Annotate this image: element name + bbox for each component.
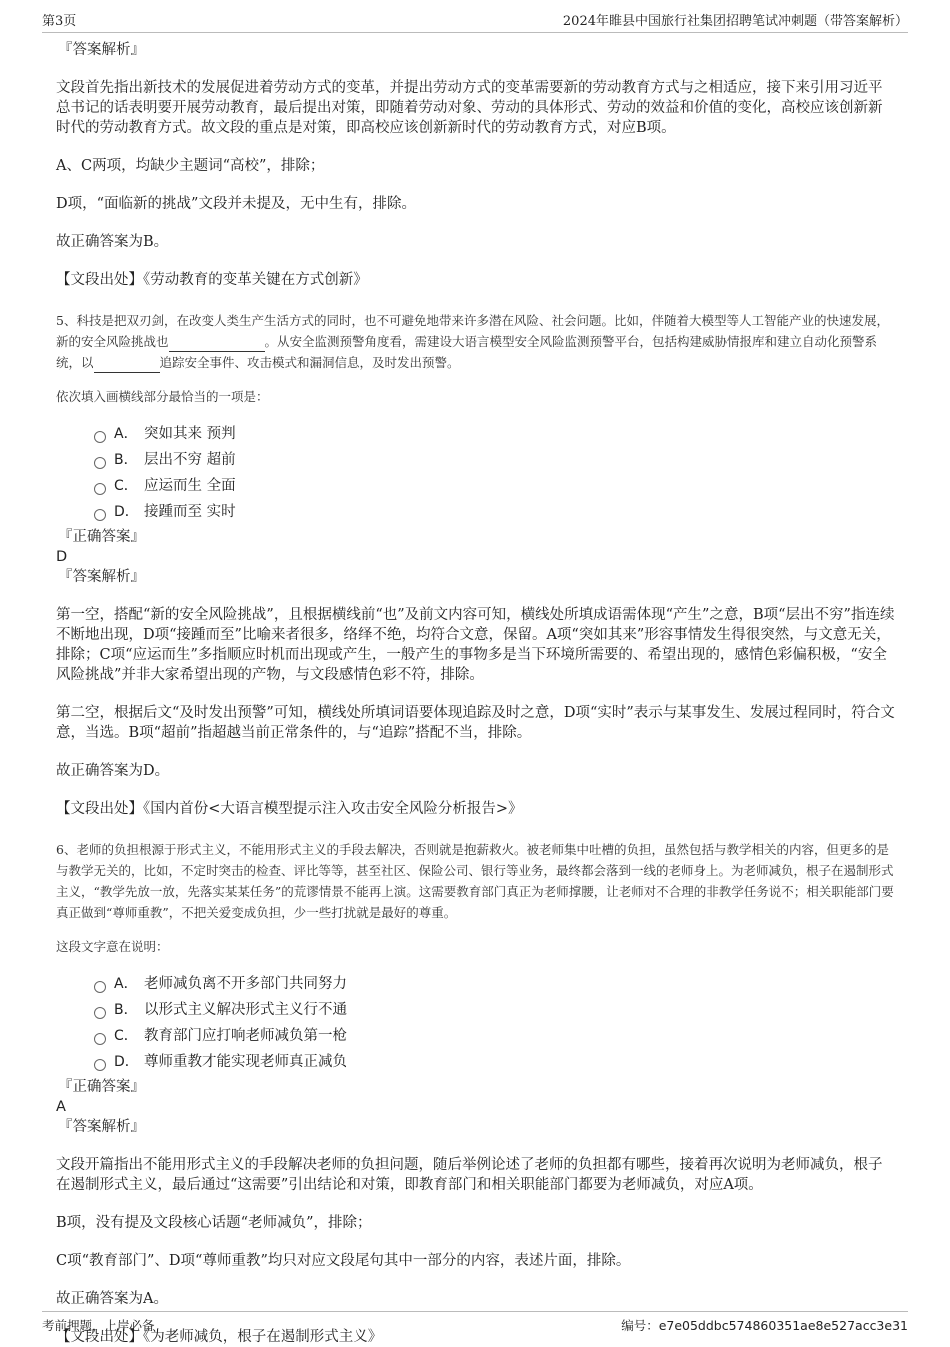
source-citation: 【文段出处】《为老师减负，根子在遏制形式主义》 [56, 1329, 383, 1345]
page-number: 第3页 [42, 14, 77, 29]
option-c[interactable]: C． 应运而生 全面 [94, 473, 896, 499]
analysis-paragraph: 文段开篇指出不能用形式主义的手段解决老师的负担问题，随后举例论述了老师的负担都有哪些，接着再次说明为老师减负，根子在遏制形式主义，最后通过“这需要”引出结论和对策，即教育部门和相关职能部门都要为老师减负，对应A项。 [56, 1157, 883, 1193]
radio-icon[interactable] [94, 1059, 106, 1071]
option-a[interactable]: A． 老师减负离不开多部门共同努力 [94, 971, 896, 997]
radio-icon[interactable] [94, 1033, 106, 1045]
page-footer [42, 1311, 908, 1334]
analysis-paragraph: 第一空，搭配“新的安全风险挑战”，且根据横线前“也”及前文内容可知，横线处所填成语需体现“产生”之意，B项“层出不穷”指连续不断地出现，D项“接踵而至”比喻来者很多，络绎不绝，均符合文意，保留。A项“突如其来”形容事情发生得很突然，与文意无关，排除；C项“应运而生”多指顺应时机而出现或产生，一般产生的事物多是当下环境所需要的、希望出现的，感情色彩偏积极，“安全风险挑战”并非大家希望出现的产物，与文段感情色彩不符，排除。 [56, 607, 895, 683]
analysis-paragraph: D项，“面临新的挑战”文段并未提及，无中生有，排除。 [56, 196, 416, 212]
option-d[interactable]: D． 接踵而至 实时 [94, 499, 896, 525]
source-citation: 【文段出处】《国内首份<大语言模型提示注入攻击安全风险分析报告>》 [56, 801, 523, 817]
radio-icon[interactable] [94, 1007, 106, 1019]
fill-blank-2 [94, 358, 160, 373]
source-citation: 【文段出处】《劳动教育的变革关键在方式创新》 [56, 272, 368, 288]
analysis-label: 『答案解析』 [58, 569, 145, 585]
option-b[interactable]: B． 以形式主义解决形式主义行不通 [94, 997, 896, 1023]
radio-icon[interactable] [94, 483, 106, 495]
document-title: 2024年睢县中国旅行社集团招聘笔试冲刺题（带答案解析） [562, 14, 908, 29]
correct-answer-label: 『正确答案』 [58, 1079, 145, 1095]
options-list [94, 421, 896, 525]
correct-answer: D [56, 549, 68, 565]
option-b[interactable]: B． 层出不穷 超前 [94, 447, 896, 473]
analysis-paragraph: A、C两项，均缺少主题词“高校”，排除； [56, 158, 325, 174]
answer-conclusion: 故正确答案为B。 [56, 234, 169, 250]
radio-icon[interactable] [94, 431, 106, 443]
fill-blank-1 [169, 337, 265, 352]
page-header [42, 10, 908, 33]
answer-conclusion: 故正确答案为D。 [56, 763, 170, 779]
radio-icon[interactable] [94, 457, 106, 469]
correct-answer: A [56, 1099, 66, 1115]
analysis-paragraph: 文段首先指出新技术的发展促进着劳动方式的变革，并提出劳动方式的变革需要新的劳动教育方式与之相适应，接下来引用习近平总书记的话表明要开展劳动教育，最后提出对策，即随着劳动对象、劳动的具体形式、劳动的效益和价值的变化，高校应该创新新时代的劳动教育方式。故文段的重点是对策，即高校应该创新新时代的劳动教育方式，对应B项。 [56, 80, 883, 136]
option-c[interactable]: C． 教育部门应打响老师减负第一枪 [94, 1023, 896, 1049]
question-prompt: 依次填入画横线部分最恰当的一项是： [56, 389, 269, 404]
radio-icon[interactable] [94, 509, 106, 521]
analysis-paragraph: 第二空，根据后文“及时发出预警”可知，横线处所填词语要体现追踪及时之意，D项“实时”表示与某事发生、发展过程同时，符合文意，当选。B项“超前”指超越当前正常条件的，与“追踪”搭配不当，排除。 [56, 705, 895, 741]
analysis-paragraph: B项，没有提及文段核心话题“老师减负”，排除； [56, 1215, 372, 1231]
analysis-label: 『答案解析』 [58, 42, 145, 58]
question-6-text: 6、老师的负担根源于形式主义，不能用形式主义的手段去解决，否则就是抱薪救火。被老师集中吐槽的负担，虽然包括与教学相关的内容，但更多的是与教学无关的，比如，不定时突击的检查、评比等等，甚至社区、保险公司、银行等业务，最终都会落到一线的老师身上。为老师减负，根子在遏制形式主义，“教学先放一放，先落实某某任务”的荒谬情景不能再上演。这需要教育部门真正为老师撑腰，让老师对不合理的非教学任务说不；相关职能部门要真正做到“尊师重教”，不把关爱变成负担，少一些打扰就是最好的尊重。 [56, 842, 894, 920]
correct-answer-label: 『正确答案』 [58, 529, 145, 545]
analysis-label: 『答案解析』 [58, 1119, 145, 1135]
document-id: 编号：e7e05ddbc574860351ae8e527acc3e31 [621, 1318, 908, 1333]
page-content [56, 40, 896, 1347]
analysis-paragraph: C项“教育部门”、D项“尊师重教”均只对应文段尾句其中一部分的内容，表述片面，排除。 [56, 1253, 631, 1269]
footer-slogan: 考前押题，上岸必备 [42, 1318, 155, 1333]
answer-conclusion: 故正确答案为A。 [56, 1291, 168, 1307]
question-prompt: 这段文字意在说明： [56, 939, 169, 954]
option-d[interactable]: D． 尊师重教才能实现老师真正减负 [94, 1049, 896, 1075]
question-5-text: 5、科技是把双刃剑，在改变人类生产生活方式的同时，也不可避免地带来许多潜在风险、社会问题。比如，伴随着大模型等人工智能产业的快速发展，新的安全风险挑战也 。从安全监测预警角度看，需建设大语言模型安全风险监测预警平台，包括构建威胁情报库和建立自动化预警系统，以 追踪安全事件、攻击模式和漏洞信息，及时发出预警。 [56, 310, 896, 373]
options-list [94, 971, 896, 1075]
option-a[interactable]: A． 突如其来 预判 [94, 421, 896, 447]
radio-icon[interactable] [94, 981, 106, 993]
